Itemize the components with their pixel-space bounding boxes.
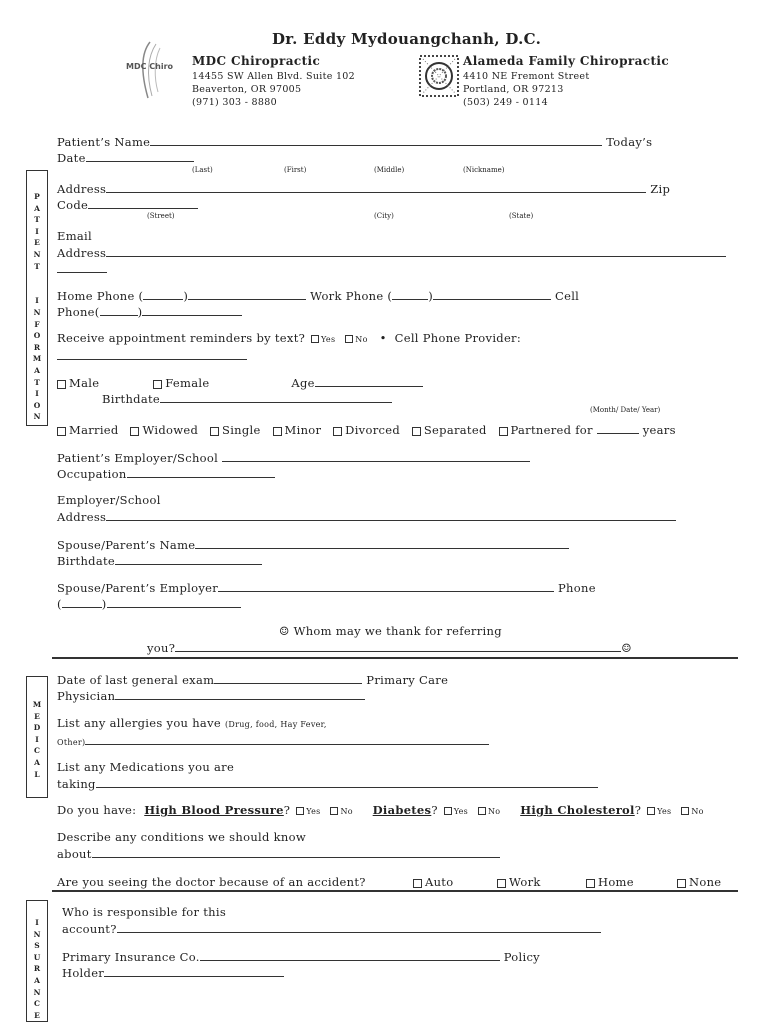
occupation-label: Occupation — [57, 467, 127, 481]
page-title: Dr. Eddy Mydouangchanh, D.C. — [272, 30, 542, 48]
separated-checkbox[interactable] — [412, 427, 421, 436]
employer-row — [57, 450, 530, 465]
smile-icon-end: ☺ — [621, 641, 632, 655]
spouse-employer-field[interactable] — [218, 580, 554, 592]
cell-area-code-field[interactable] — [100, 304, 138, 316]
zip-label: Zip — [650, 182, 671, 196]
work-label: Work — [509, 875, 541, 889]
describe-label: Describe any conditions we should know — [57, 830, 306, 844]
account-row — [62, 921, 601, 936]
responsible-field[interactable] — [117, 921, 601, 933]
sub-street: (Street) — [147, 212, 175, 220]
accident-work — [497, 875, 541, 889]
hbp-no-checkbox[interactable] — [330, 807, 338, 815]
conditions-row: Do you have: High Blood Pressure? Yes No Diabetes? Yes No High Cholesterol? Yes No — [57, 803, 704, 817]
none-checkbox[interactable] — [677, 879, 686, 888]
work-area-code-field[interactable] — [392, 288, 428, 300]
cell-phone-field[interactable] — [142, 304, 242, 316]
spouse-name-row — [57, 537, 569, 552]
divorced-label: Divorced — [345, 423, 400, 437]
physician-row — [57, 688, 365, 703]
responsible-label: Who is responsible for this — [62, 905, 227, 919]
reminders-yes-label: Yes — [321, 335, 336, 344]
married-checkbox[interactable] — [57, 427, 66, 436]
spouse-phone-label: Phone — [558, 581, 596, 595]
code-label: Code — [57, 198, 89, 212]
marital-status-row — [57, 422, 676, 437]
medications-row — [57, 776, 598, 791]
age-field[interactable] — [315, 375, 423, 387]
divorced-checkbox[interactable] — [333, 427, 342, 436]
reminders-yes-checkbox[interactable] — [311, 335, 319, 343]
right-office-line3: (503) 249 - 0114 — [463, 97, 548, 108]
last-exam-label: Date of last general exam — [57, 673, 215, 687]
primary-insurance-row — [62, 949, 540, 964]
accident-home — [586, 875, 634, 889]
occupation-row — [57, 466, 275, 481]
insurance-label: I N S U R A N C E — [33, 918, 41, 1020]
policy-label: Policy — [503, 950, 540, 964]
accident-auto — [413, 875, 453, 889]
birthdate-label: Birthdate — [102, 392, 160, 406]
spouse-birthdate-row — [57, 553, 262, 568]
phone-label: Phone( — [57, 305, 100, 319]
email-address-label: Address — [57, 246, 107, 260]
medical-label: M E D I C A L — [32, 700, 42, 779]
none-label: None — [689, 875, 722, 889]
referral-field[interactable] — [175, 640, 621, 652]
medications-taking-label: taking — [57, 777, 96, 791]
hbp-no-label: No — [340, 807, 353, 816]
partnered-label: Partnered for — [510, 423, 593, 437]
sub-first: (First) — [284, 166, 307, 174]
high-blood-pressure-label: High Blood Pressure — [144, 803, 284, 817]
policy-holder-field[interactable] — [104, 965, 284, 977]
diabetes-yes-label: Yes — [453, 807, 469, 816]
holder-label: Holder — [62, 966, 105, 980]
spouse-phone-row: ( ) — [57, 596, 241, 611]
spouse-employer-row — [57, 580, 596, 595]
referral-label: Whom may we thank for referring — [293, 624, 502, 638]
phone-row: Home Phone ( ) Work Phone ( ) Cell — [57, 289, 580, 303]
about-row — [57, 846, 500, 861]
male-label: Male — [69, 376, 100, 390]
widowed-checkbox[interactable] — [130, 427, 139, 436]
medical-tab — [26, 676, 48, 798]
accident-none — [677, 875, 721, 889]
left-office-line1: 14455 SW Allen Blvd. Suite 102 — [192, 71, 355, 82]
reminders-row — [57, 331, 521, 345]
address-row — [57, 181, 670, 196]
todays-date-field[interactable] — [86, 150, 194, 162]
cell-phone-row: Phone( ) — [57, 304, 242, 319]
referral-you-label: you? — [147, 641, 176, 655]
single-checkbox[interactable] — [210, 427, 219, 436]
home-label: Home — [598, 875, 634, 889]
birthdate-row — [102, 391, 392, 406]
left-office-line3: (971) 303 - 8880 — [192, 97, 277, 108]
cell-label: Cell — [554, 289, 580, 303]
referral-row — [279, 624, 502, 638]
date-label: Date — [57, 151, 86, 165]
home-phone-field[interactable] — [188, 288, 306, 300]
alameda-logo — [419, 55, 459, 97]
diabetes-label: Diabetes — [372, 803, 432, 817]
logo-text: MDC Chiro — [126, 62, 174, 71]
spouse-employer-label: Spouse/Parent’s Employer — [57, 581, 219, 595]
do-you-have-label: Do you have: — [57, 803, 137, 817]
cell-provider-field[interactable] — [57, 359, 247, 360]
reminders-no-checkbox[interactable] — [345, 335, 353, 343]
patient-information-tab — [26, 170, 48, 426]
section-divider-insurance — [52, 890, 738, 892]
address-field[interactable] — [106, 181, 646, 193]
spouse-area-code-field[interactable] — [62, 596, 102, 608]
patient-information-label: P A T I E N T I N F O R M A T I O N — [32, 192, 42, 422]
diabetes-no-label: No — [487, 807, 501, 816]
partnered-years-field[interactable] — [597, 422, 639, 434]
allergies-label: List any allergies you have — [57, 716, 221, 730]
email-row — [57, 245, 726, 260]
diabetes-yes-checkbox[interactable] — [444, 807, 452, 815]
medications-field[interactable] — [96, 776, 598, 788]
employer-address-field[interactable] — [106, 509, 676, 521]
right-office-name: Alameda Family Chiropractic — [463, 54, 670, 68]
married-label: Married — [69, 423, 119, 437]
diabetes-no-checkbox[interactable] — [478, 807, 486, 815]
employer-school-label: Employer/School — [57, 493, 161, 507]
male-checkbox[interactable] — [57, 380, 66, 389]
chol-yes-checkbox[interactable] — [647, 807, 655, 815]
conditions-field[interactable] — [92, 846, 500, 858]
work-phone-field[interactable] — [433, 288, 551, 300]
holder-row — [62, 965, 284, 980]
email-label: Email — [57, 229, 93, 243]
sub-last: (Last) — [192, 166, 213, 174]
spouse-birthdate-field[interactable] — [115, 553, 262, 565]
primary-care-label: Primary Care — [366, 673, 449, 687]
occupation-field[interactable] — [127, 466, 275, 478]
birthdate-field[interactable] — [160, 391, 392, 403]
patient-name-row — [57, 134, 652, 149]
separated-label: Separated — [423, 423, 487, 437]
spouse-phone-field[interactable] — [107, 596, 241, 608]
allergies-sub: (Drug, food, Hay Fever, — [224, 720, 327, 729]
last-exam-row — [57, 672, 448, 687]
zip-field[interactable] — [88, 197, 198, 209]
years-label: years — [642, 423, 676, 437]
minor-label: Minor — [284, 423, 322, 437]
patient-name-label: Patient’s Name — [57, 135, 151, 149]
chol-yes-label: Yes — [657, 807, 672, 816]
age-label: Age — [291, 376, 315, 390]
allergies-field[interactable] — [85, 733, 489, 745]
accident-label: Are you seeing the doctor because of an accident? — [57, 875, 366, 889]
cell-provider-label: Cell Phone Provider: — [394, 331, 522, 345]
allergies-row — [57, 716, 327, 730]
physician-label: Physician — [57, 689, 116, 703]
work-checkbox[interactable] — [497, 879, 506, 888]
employer-field[interactable] — [222, 450, 530, 462]
left-office-line2: Beaverton, OR 97005 — [192, 84, 302, 95]
todays-date-label: Today’s — [606, 135, 653, 149]
spouse-birthdate-label: Birthdate — [57, 554, 115, 568]
partnered-checkbox[interactable] — [499, 427, 508, 436]
right-office — [463, 54, 669, 109]
primary-insurance-label: Primary Insurance Co. — [62, 950, 200, 964]
address-label: Address — [57, 182, 107, 196]
employer-address-label: Address — [57, 510, 107, 524]
patient-name-field[interactable] — [150, 134, 602, 146]
right-office-line2: Portland, OR 97213 — [463, 84, 564, 95]
section-divider-medical — [52, 657, 738, 659]
last-exam-field[interactable] — [214, 672, 362, 684]
right-office-line1: 4410 NE Fremont Street — [463, 71, 590, 82]
auto-label: Auto — [425, 875, 454, 889]
reminders-no-label: No — [355, 335, 368, 344]
sub-middle: (Middle) — [374, 166, 405, 174]
email-field-continued[interactable] — [57, 272, 107, 273]
employer-address-row — [57, 509, 676, 524]
allergies-other-label: Other) — [57, 738, 86, 747]
sex-age-row — [57, 375, 423, 390]
female-checkbox[interactable] — [153, 380, 162, 389]
insurance-tab — [26, 900, 48, 1022]
left-office-name: MDC Chiropractic — [192, 54, 321, 68]
primary-insurance-field[interactable] — [200, 949, 500, 961]
hbp-yes-checkbox[interactable] — [296, 807, 304, 815]
auto-checkbox[interactable] — [413, 879, 422, 888]
female-label: Female — [165, 376, 210, 390]
left-office — [192, 54, 355, 109]
chol-no-checkbox[interactable] — [681, 807, 689, 815]
physician-field[interactable] — [115, 688, 365, 700]
high-cholesterol-label: High Cholesterol — [520, 803, 635, 817]
reminders-label: Receive appointment reminders by text? — [57, 331, 306, 345]
sub-city: (City) — [374, 212, 394, 220]
smile-icon: ☺ — [279, 624, 290, 638]
work-phone-label: Work Phone ( — [310, 289, 393, 303]
hbp-yes-label: Yes — [306, 807, 321, 816]
date-row — [57, 150, 194, 165]
spouse-name-label: Spouse/Parent’s Name — [57, 538, 196, 552]
sub-nickname: (Nickname) — [463, 166, 505, 174]
minor-checkbox[interactable] — [273, 427, 282, 436]
chol-no-label: No — [691, 807, 704, 816]
zip-code-row — [57, 197, 198, 212]
sub-state: (State) — [509, 212, 534, 220]
bullet: • — [379, 331, 387, 345]
allergies-other-row — [57, 733, 489, 748]
email-field[interactable] — [106, 245, 726, 257]
widowed-label: Widowed — [142, 423, 199, 437]
account-label: account? — [62, 922, 117, 936]
birthdate-sub: (Month/ Date/ Year) — [590, 406, 661, 414]
home-area-code-field[interactable] — [143, 288, 183, 300]
home-checkbox[interactable] — [586, 879, 595, 888]
home-phone-label: Home Phone ( — [57, 289, 144, 303]
about-label: about — [57, 847, 92, 861]
spouse-name-field[interactable] — [195, 537, 569, 549]
referral-you-row — [147, 640, 632, 655]
employer-label: Patient’s Employer/School — [57, 451, 219, 465]
medications-label: List any Medications you are — [57, 760, 235, 774]
mdc-chiro-logo — [120, 40, 184, 100]
single-label: Single — [222, 423, 261, 437]
